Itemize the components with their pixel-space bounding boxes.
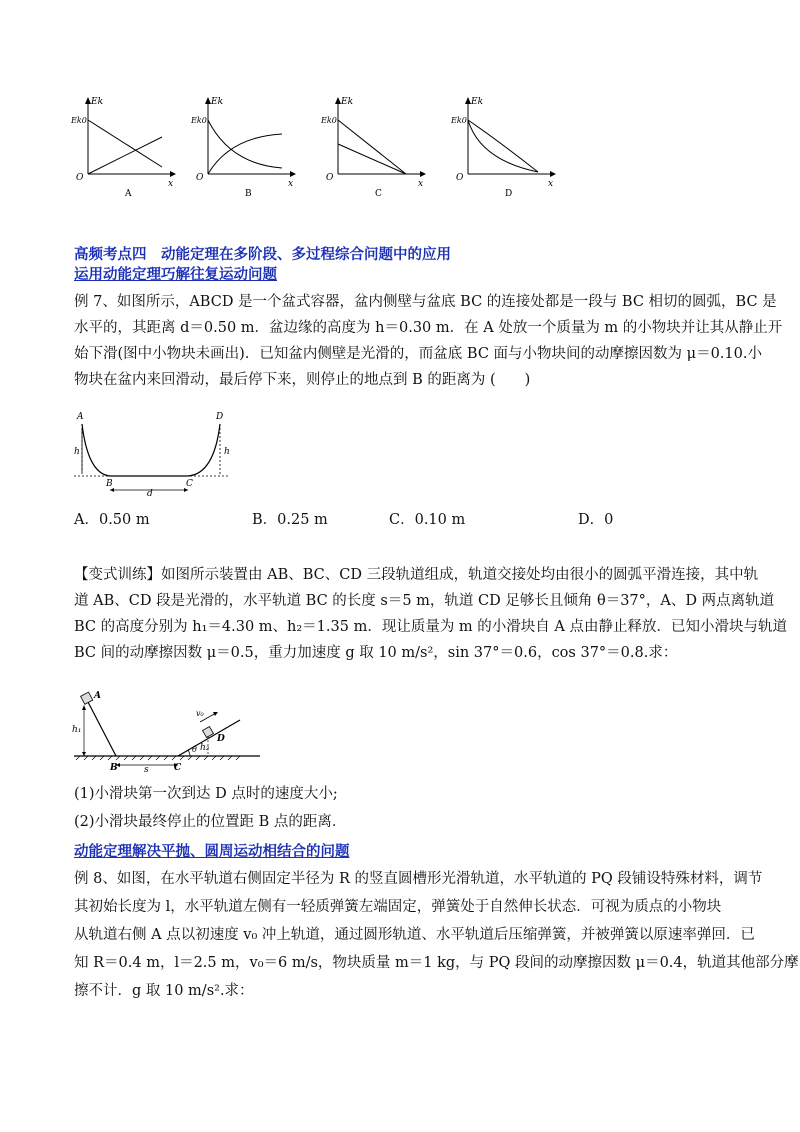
basin-figure xyxy=(70,408,250,507)
ex7-line-4: 物块在盆内来回滑动，最后停下来，则停止的地点到 B 的距离为 ( ) xyxy=(74,372,531,388)
graph-a-xlabel: x xyxy=(168,179,174,189)
variant-line-4: BC 间的动摩擦因数 μ＝0.5，重力加速度 g 取 10 m/s²，sin 37°＝0.6，cos 37°＝0.8.求： xyxy=(74,645,678,661)
variant-question-2: (2)小滑块最终停止的位置距 B 点的距离． xyxy=(74,814,347,830)
graph-d-label: D xyxy=(505,189,513,199)
graph-b-label: B xyxy=(245,189,252,199)
graph-b-xlabel: x xyxy=(288,179,294,189)
ex7-options xyxy=(74,508,674,528)
track-label-c: C xyxy=(174,763,182,773)
graph-c-origin: O xyxy=(326,173,334,183)
graph-a-y0: Ek0 xyxy=(71,116,87,125)
graph-c-y0: Ek0 xyxy=(321,116,337,125)
subsection-title-2: 动能定理解决平抛、圆周运动相结合的问题 xyxy=(74,843,350,860)
ex8-line-3: 从轨道右侧 A 点以初速度 v₀ 冲上轨道，通过圆形轨道、水平轨道后压缩弹簧，并被弹簧以原速率弹回．已 xyxy=(74,927,755,943)
variant-line-2: 道 AB、CD 段是光滑的，水平轨道 BC 的长度 s＝5 m，轨道 CD 足够长且倾角 θ＝37°，A、D 两点离轨道 xyxy=(74,593,775,609)
graph-c xyxy=(320,92,424,202)
graph-b-svg xyxy=(190,92,300,202)
ex8-line-5: 擦不计．g 取 10 m/s².求： xyxy=(74,983,254,999)
ex8-line-4: 知 R＝0.4 m，l＝2.5 m，v₀＝6 m/s，物块质量 m＝1 kg，与 PQ 段间的动摩擦因数 μ＝0.4，轨道其他部分摩 xyxy=(74,955,799,971)
track-figure-svg xyxy=(70,686,270,776)
ek-x-graphs xyxy=(70,92,570,202)
option-b[interactable]: B．0.25 m xyxy=(252,512,328,528)
track-label-v0: v₀ xyxy=(196,709,204,718)
variant-line-3: BC 的高度分别为 h₁＝4.30 m、h₂＝1.35 m．现让质量为 m 的小滑块自 A 点由静止释放．已知小滑块与轨道 xyxy=(74,619,787,635)
graph-d-svg xyxy=(450,92,560,202)
graph-d-xlabel: x xyxy=(548,179,554,189)
graph-b-y0: Ek0 xyxy=(191,116,207,125)
basin-label-b: B xyxy=(106,479,113,489)
graph-a-ylabel: Ek xyxy=(91,97,104,107)
graph-b-ylabel: Ek xyxy=(211,97,224,107)
track-label-h2: h₂ xyxy=(200,743,210,753)
graph-b-origin: O xyxy=(196,173,204,183)
graph-d-origin: O xyxy=(456,173,464,183)
graph-c-xlabel: x xyxy=(418,179,424,189)
graph-c-label: C xyxy=(375,189,382,199)
graph-c-ylabel: Ek xyxy=(341,97,354,107)
subsection-title-1: 运用动能定理巧解往复运动问题 xyxy=(74,266,277,283)
basin-figure-svg xyxy=(70,408,250,503)
variant-line-1: 【变式训练】如图所示装置由 AB、BC、CD 三段轨道组成，轨道交接处均由很小的圆弧平滑连接，其中轨 xyxy=(74,567,759,583)
graph-d-ylabel: Ek xyxy=(471,97,484,107)
ex8-line-1: 例 8、如图，在水平轨道右侧固定半径为 R 的竖直圆槽形光滑轨道，水平轨道的 PQ 段铺设特殊材料，调节 xyxy=(74,871,763,887)
track-label-a: A xyxy=(94,691,101,701)
option-a[interactable]: A．0.50 m xyxy=(74,512,150,528)
ex7-line-1: 例 7、如图所示，ABCD 是一个盆式容器，盆内侧壁与盆底 BC 的连接处都是一段与 BC 相切的圆弧，BC 是 xyxy=(74,294,777,310)
graph-a-label: A xyxy=(125,189,132,199)
track-figure xyxy=(70,686,270,780)
graph-d xyxy=(450,92,554,202)
graph-a-svg xyxy=(70,92,180,202)
track-label-h1: h₁ xyxy=(72,725,82,735)
basin-label-d-distance: d xyxy=(147,489,153,499)
graph-a-origin: O xyxy=(76,173,84,183)
ex7-line-2: 水平的，其距离 d＝0.50 m．盆边缘的高度为 h＝0.30 m．在 A 处放一个质量为 m 的小物块并让其从静止开 xyxy=(74,320,783,336)
track-label-b: B xyxy=(110,763,118,773)
basin-label-h-left: h xyxy=(74,447,80,457)
graph-c-svg xyxy=(320,92,430,202)
basin-label-a: A xyxy=(77,412,84,422)
track-label-s: s xyxy=(144,765,149,775)
track-label-d: D xyxy=(217,734,225,744)
basin-label-h-right: h xyxy=(224,447,230,457)
section-title: 高频考点四 动能定理在多阶段、多过程综合问题中的应用 xyxy=(74,246,451,263)
ex8-line-2: 其初始长度为 l，水平轨道左侧有一轻质弹簧左端固定，弹簧处于自然伸长状态．可视为质点的小物块 xyxy=(74,899,722,915)
graph-a xyxy=(70,92,174,202)
track-label-theta: θ xyxy=(192,745,197,754)
basin-label-d: D xyxy=(216,412,224,422)
graph-d-y0: Ek0 xyxy=(451,116,467,125)
option-d[interactable]: D．0 xyxy=(578,512,614,528)
option-c[interactable]: C．0.10 m xyxy=(389,512,466,528)
variant-question-1: (1)小滑块第一次到达 D 点时的速度大小; xyxy=(74,786,338,802)
graph-b xyxy=(190,92,294,202)
basin-label-c: C xyxy=(186,479,193,489)
ex7-line-3: 始下滑(图中小物块未画出)．已知盆内侧壁是光滑的，而盆底 BC 面与小物块间的动摩擦因数为 μ＝0.10.小 xyxy=(74,346,762,362)
